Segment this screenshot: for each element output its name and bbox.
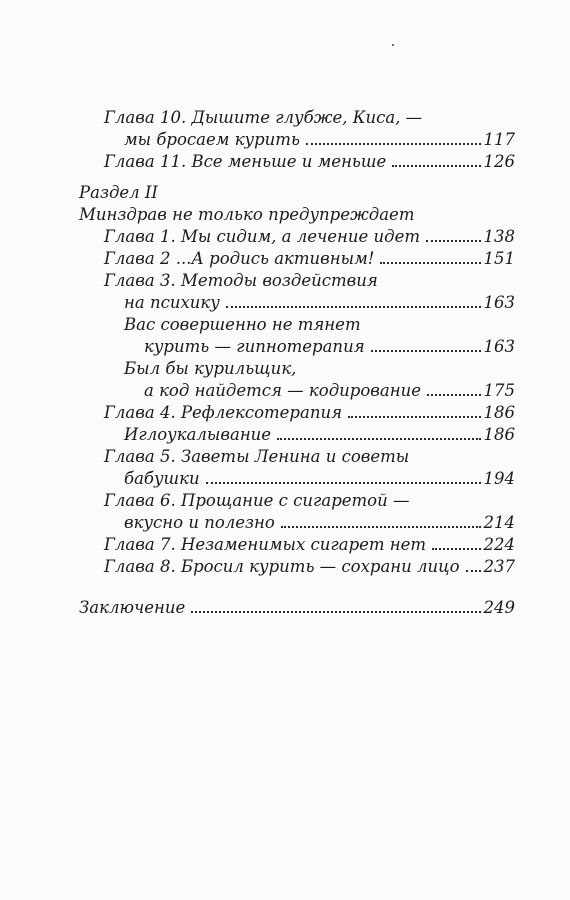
toc-entry xyxy=(104,249,515,269)
toc-entry xyxy=(124,469,515,489)
bleed-through-header xyxy=(78,52,82,66)
toc-page-number: 194 xyxy=(483,469,515,488)
toc-entry-title: Глава 5. Заветы Ленина и советы xyxy=(104,447,410,466)
toc-entry xyxy=(124,315,515,335)
dot-leader xyxy=(306,143,481,145)
toc-entry-title: бабушки xyxy=(124,469,200,488)
toc-entry xyxy=(104,557,515,577)
toc-entry xyxy=(124,513,515,533)
toc-entry xyxy=(144,381,515,401)
toc-entry xyxy=(124,293,515,313)
toc-entry xyxy=(104,491,515,511)
toc-entry-title: Глава 6. Прощание с сигаретой — xyxy=(104,491,410,510)
toc-page-number: 163 xyxy=(483,337,515,356)
toc-entry-title: а код найдется — кодирование xyxy=(144,381,421,400)
toc-page-number: 186 xyxy=(483,425,515,444)
section-title: Минздрав не только предупреждает xyxy=(79,205,415,224)
toc-entry-title: Глава 2 ...А родись активным! xyxy=(104,249,375,268)
toc-entry-title: вкусно и полезно xyxy=(124,513,275,532)
print-speck xyxy=(392,44,394,46)
toc-entry-conclusion xyxy=(79,598,515,618)
toc-entry xyxy=(104,271,515,291)
toc-entry-title: Заключение xyxy=(79,598,186,617)
toc-entry-title: Глава 11. Все меньше и меньше xyxy=(104,152,387,171)
toc-entry xyxy=(124,425,515,445)
toc-entry-title: Глава 4. Рефлексотерапия xyxy=(104,403,343,422)
toc-entry-title: Иглоукалывание xyxy=(124,425,272,444)
toc-entry-title: курить — гипнотерапия xyxy=(144,337,365,356)
dot-leader xyxy=(191,611,480,613)
dot-leader xyxy=(371,350,481,352)
toc-entry xyxy=(124,359,515,379)
toc-entry-title: Глава 7. Незаменимых сигарет нет xyxy=(104,535,427,554)
dot-leader xyxy=(427,394,481,396)
dot-leader xyxy=(348,416,480,418)
toc-page-number: 186 xyxy=(483,403,515,422)
dot-leader xyxy=(466,570,481,572)
toc-entry xyxy=(104,535,515,555)
toc-entry-title: Глава 3. Методы воздействия xyxy=(104,271,378,290)
dot-leader xyxy=(432,548,480,550)
toc-entry-title: Глава 10. Дышите глубже, Киса, — xyxy=(104,108,423,127)
toc-page-number: 126 xyxy=(483,152,515,171)
dot-leader xyxy=(206,482,481,484)
dot-leader xyxy=(281,526,481,528)
toc-entry-title: на психику xyxy=(124,293,220,312)
toc-entry-title: Был бы курильщик, xyxy=(124,359,297,378)
toc-entry-title: мы бросаем курить xyxy=(124,130,300,149)
dot-leader xyxy=(426,240,480,242)
toc-page-number: 117 xyxy=(483,130,515,149)
toc-entry xyxy=(144,337,515,357)
toc-entry-title: Вас совершенно не тянет xyxy=(124,315,361,334)
toc-entry-title: Глава 1. Мы сидим, а лечение идет xyxy=(104,227,421,246)
toc-entry xyxy=(124,130,515,150)
toc-page-number: 163 xyxy=(483,293,515,312)
toc-entry xyxy=(104,447,515,467)
toc-entry xyxy=(104,152,515,172)
toc-entry xyxy=(104,227,515,247)
toc-entry-title: Глава 8. Бросил курить — сохрани лицо xyxy=(104,557,460,576)
toc-page-number: 138 xyxy=(483,227,515,246)
toc-page-number: 224 xyxy=(483,535,515,554)
dot-leader xyxy=(392,165,480,167)
toc-page-number: 151 xyxy=(483,249,515,268)
section-heading: Раздел II xyxy=(79,183,158,202)
dot-leader xyxy=(277,438,480,440)
toc-page-number: 214 xyxy=(483,513,515,532)
toc-entry xyxy=(104,108,514,128)
toc-entry xyxy=(104,403,515,423)
dot-leader xyxy=(226,306,481,308)
toc-page-number: 249 xyxy=(483,598,515,617)
toc-page-number: 175 xyxy=(483,381,515,400)
dot-leader xyxy=(380,262,480,264)
toc-page-number: 237 xyxy=(483,557,515,576)
